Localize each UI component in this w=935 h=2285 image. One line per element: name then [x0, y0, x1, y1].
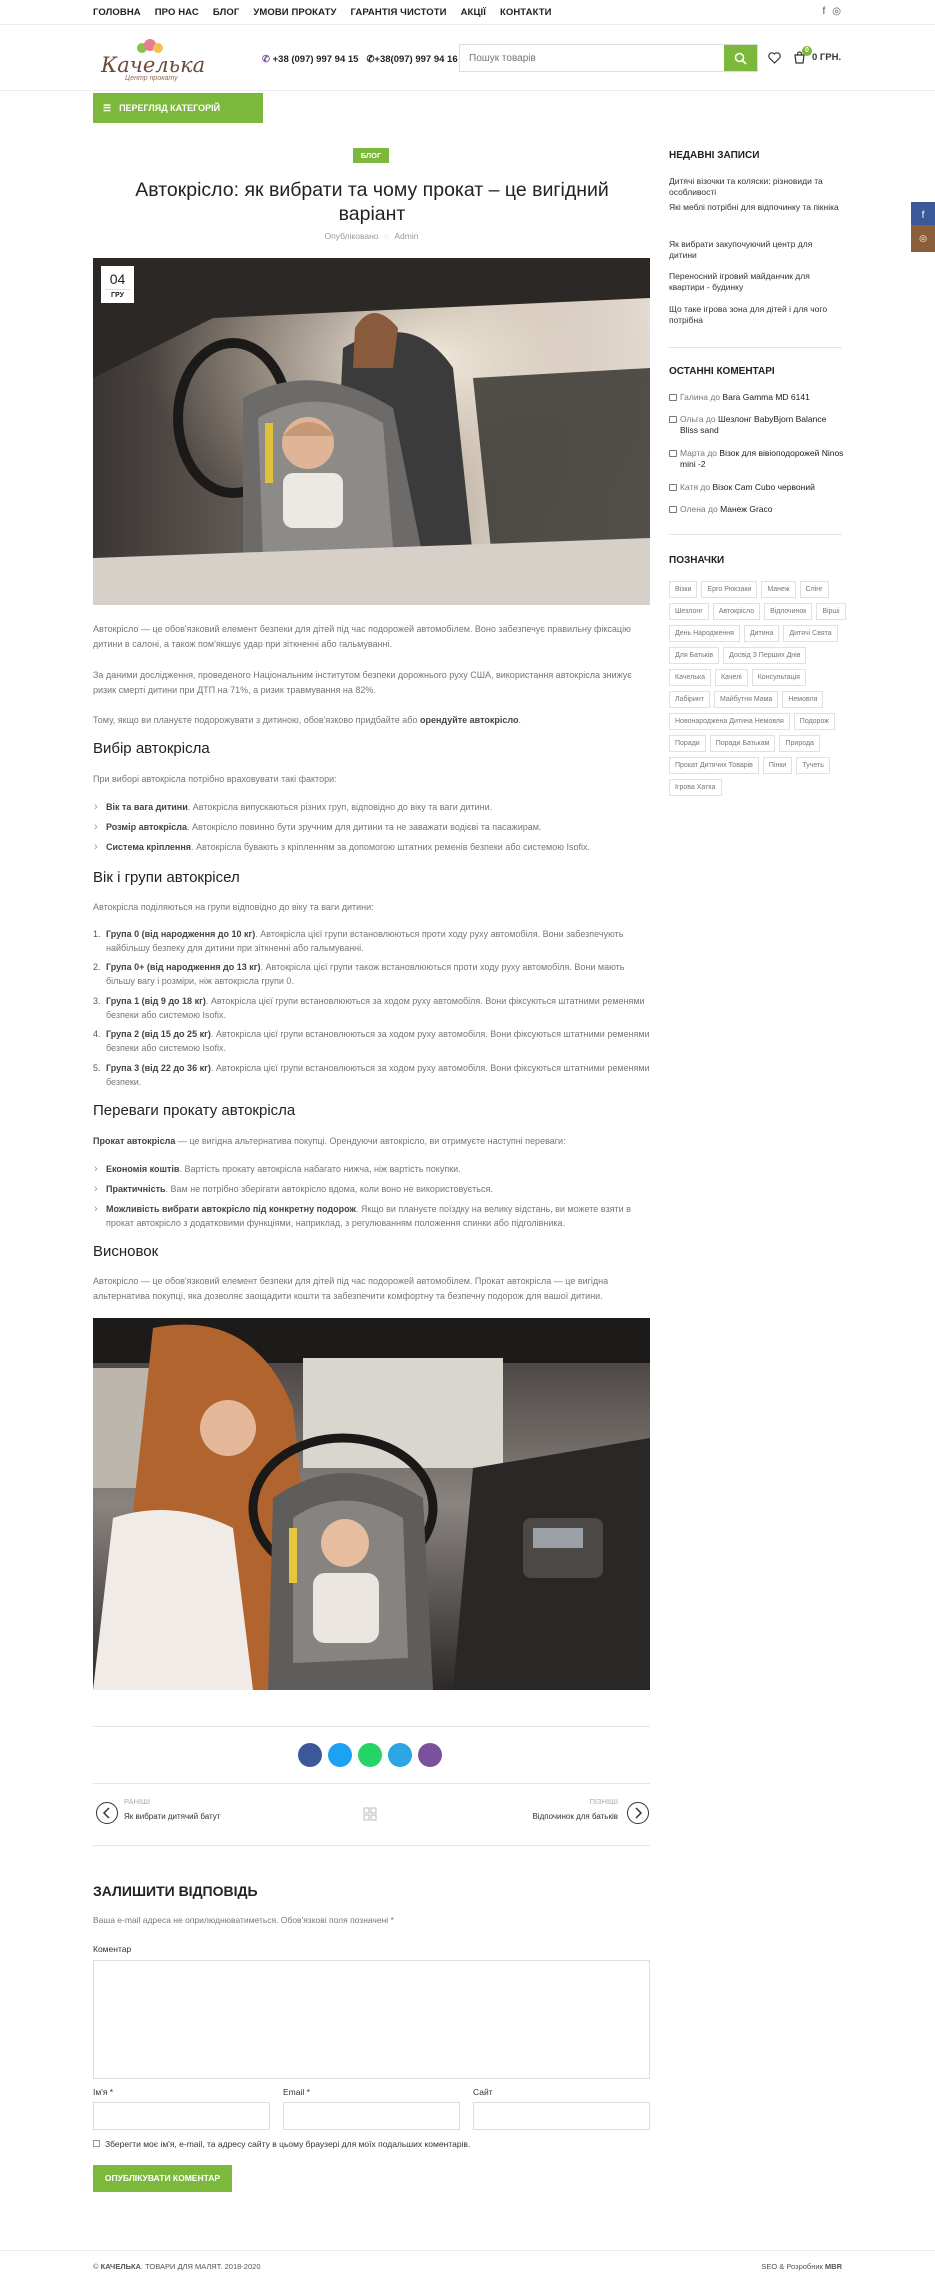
tag-link[interactable]: Новонароджена Дитина Немовля	[669, 713, 790, 730]
instagram-icon[interactable]: ◎	[832, 6, 841, 17]
tag-link[interactable]: День Народження	[669, 625, 740, 642]
tag-link[interactable]: Поради Батькам	[710, 735, 776, 752]
tag-link[interactable]: Тучеть	[796, 757, 830, 774]
comment-item: Олена до Манеж Graco	[669, 504, 844, 515]
heading-conclusion: Висновок	[93, 1243, 159, 1260]
list-item: › Розмір автокрісла. Автокрісло повинно бути зручним для дитини та не заважати водієві та пасажирам.	[106, 820, 650, 834]
browse-categories-button[interactable]: ☰ ПЕРЕГЛЯД КАТЕГОРІЙ	[93, 93, 263, 123]
tag-link[interactable]: Консультація	[752, 669, 806, 686]
mother-baby-car-photo	[93, 1318, 650, 1690]
tag-link[interactable]: Немовля	[782, 691, 823, 708]
next-arrow-icon[interactable]	[627, 1802, 649, 1824]
list-item: › Вік та вага дитини. Автокрісла випускаються різних груп, відповідно до віку та ваги дитини.	[106, 800, 650, 814]
tag-link[interactable]: Прокат Дитячих Товарів	[669, 757, 759, 774]
recent-post-link[interactable]: Які меблі потрібні для відпочинку та пікніка	[669, 202, 839, 212]
tag-cloud	[669, 581, 849, 796]
facebook-icon[interactable]: f	[822, 6, 826, 17]
cart-button[interactable]	[793, 47, 842, 64]
car-seat-photo	[93, 258, 650, 605]
cart-count: 0	[802, 46, 812, 56]
name-label: Ім'я *	[93, 2087, 114, 2097]
rent-car-seat-link[interactable]: орендуйте автокрісло	[419, 715, 519, 725]
next-post-link[interactable]: ПІЗНІШІ Відпочинок для батьків	[532, 1797, 618, 1821]
tag-link[interactable]: Пінки	[763, 757, 792, 774]
cta-paragraph: Тому, якщо ви плануєте подорожувати з дитиною, обов'язково придбайте або орендуйте автокрісло.	[93, 715, 521, 725]
comment-item: Марта до Візок для вівіоподорожей Ninos mini -2	[669, 448, 844, 470]
recent-comments-heading: ОСТАННІ КОМЕНТАРІ	[669, 366, 775, 377]
category-tag[interactable]: БЛОГ	[353, 148, 389, 163]
tag-link[interactable]: Для Батьків	[669, 647, 719, 664]
featured-image	[93, 258, 650, 605]
list-item: 1. Група 0 (від народження до 10 кг). Автокрісла цієї групи встановлюються проти ходу руху автомобіля. Вони забезпечують найбільшу безпеку для дитини при зіткненні або гальмуванні.	[93, 929, 624, 953]
nav-home[interactable]: ГОЛОВНА	[93, 7, 141, 18]
recent-post-link[interactable]: Як вибрати закупочуючий центр для дитини	[669, 239, 813, 260]
phones	[262, 54, 458, 65]
share-facebook-icon[interactable]	[298, 1743, 322, 1767]
recent-post-link[interactable]: Переносний ігровий майданчик для квартири - будинку	[669, 271, 810, 292]
comment-post-link[interactable]: Візок Cam Cubo червоний	[712, 482, 815, 492]
tag-link[interactable]: Шезлонг	[669, 603, 709, 620]
groups-intro: Автокрісла поділяються на групи відповідно до віку та ваги дитини:	[93, 902, 374, 912]
tag-link[interactable]: Майбутня Мама	[714, 691, 778, 708]
nav-about[interactable]: ПРО НАС	[154, 7, 199, 18]
comment-post-link[interactable]: Bara Gamma MD 6141	[722, 392, 810, 402]
logo[interactable]	[95, 35, 205, 83]
recent-post-link[interactable]: Дитячі візочки та коляски: різновиди та особливості	[669, 176, 823, 197]
top-bar	[0, 0, 935, 25]
comment-post-link[interactable]: Шезлонг BabyBjorn Balance Bliss sand	[680, 414, 827, 435]
tag-link[interactable]: Дитина	[744, 625, 780, 642]
tag-link[interactable]: Візки	[669, 581, 697, 598]
comment-item: Катя до Візок Cam Cubo червоний	[669, 482, 844, 493]
tag-link[interactable]: Качелька	[669, 669, 711, 686]
list-item: 2. Група 0+ (від народження до 13 кг). Автокрісла цієї групи також встановлюються проти ходу руху автомобіля. Вони мають більшу вагу і розміри, ніж автокрісла групи 0.	[93, 962, 625, 986]
nav-contacts[interactable]: КОНТАКТИ	[499, 7, 552, 18]
tag-link[interactable]: Подорож	[794, 713, 835, 730]
list-item: › Практичність. Вам не потрібно зберігати автокрісло вдома, коли воно не використовується.	[106, 1182, 650, 1196]
logo-name: Качелька	[101, 53, 206, 77]
menu-icon: ☰	[103, 102, 112, 113]
article-title: Автокрісло: як вибрати та чому прокат – це вигідний варіант	[135, 179, 609, 225]
phone-viber[interactable]: ✆ +38 (097) 997 94 15	[262, 54, 359, 65]
recent-posts-heading: НЕДАВНІ ЗАПИСИ	[669, 150, 760, 161]
tag-link[interactable]: Манеж	[761, 581, 795, 598]
post-date-badge: 04 ГРУ	[101, 266, 134, 303]
tag-link[interactable]: Лабіринт	[669, 691, 710, 708]
search-input[interactable]	[460, 45, 724, 71]
footer	[0, 2250, 935, 2285]
tag-link[interactable]: Дитячі Свята	[783, 625, 837, 642]
intro-paragraph: Автокрісло — це обов'язковий елемент безпеки для дітей під час подорожей автомобілем. Воно забезпечує правильну фіксацію дитини в салоні, а також пом'якшує удар при зіткненні або гальмуванні.	[93, 624, 631, 649]
comment-item: Ольга до Шезлонг BabyBjorn Balance Bliss sand	[669, 414, 844, 436]
tag-link[interactable]: Поради	[669, 735, 706, 752]
logo-tagline: Центр прокату	[125, 75, 178, 82]
list-item: › Економія коштів. Вартість прокату автокрісла набагато нижча, ніж вартість покупки.	[106, 1162, 650, 1176]
search-button[interactable]	[724, 45, 757, 71]
comment-label: Коментар	[93, 1944, 132, 1954]
phone-icon: ✆	[366, 54, 375, 65]
floating-facebook-icon[interactable]: f	[911, 202, 935, 229]
tags-heading: ПОЗНАЧКИ	[669, 555, 725, 566]
article-image-2	[93, 1318, 650, 1690]
choice-intro: При виборі автокрісла потрібно враховувати такі фактори:	[93, 774, 337, 784]
floating-instagram-icon[interactable]: ◎	[911, 225, 935, 252]
share-whatsapp-icon[interactable]	[358, 1743, 382, 1767]
cart-total: 0 ГРН.	[812, 52, 842, 63]
site-label: Сайт	[473, 2087, 493, 2097]
heading-groups: Вік і групи автокрісел	[93, 869, 240, 886]
tag-link[interactable]: Автокрісло	[713, 603, 760, 620]
nav-blog[interactable]: БЛОГ	[212, 7, 240, 18]
heading-benefits: Переваги прокату автокрісла	[93, 1102, 296, 1119]
developer-credit[interactable]: SEO & Розробник MBR	[761, 2262, 842, 2271]
top-navigation	[93, 7, 566, 18]
author-icon: ◌	[383, 231, 389, 241]
tag-link[interactable]: Качелі	[715, 669, 748, 686]
tag-link[interactable]: Природа	[779, 735, 819, 752]
reply-note: Ваша e-mail адреса не оприлюднюватиметься. Обов'язкові поля позначені *	[93, 1915, 394, 1925]
benefits-intro: Прокат автокрісла — це вигідна альтернатива покупці. Орендуючи автокрісло, ви отримуєте наступні переваги:	[93, 1136, 566, 1146]
site-input[interactable]	[473, 2102, 650, 2130]
comment-post-link[interactable]: Манеж Graco	[720, 504, 773, 514]
search-bar	[459, 44, 758, 72]
comment-item: Галина до Bara Gamma MD 6141	[669, 392, 844, 403]
list-item: 4. Група 2 (від 15 до 25 кг). Автокрісла цієї групи встановлюються за ходом руху автомобіля. Вони фіксуються штатними ременями безпеки або системою Isofix.	[93, 1029, 650, 1053]
recent-post-link[interactable]: Що таке ігрова зона для дітей і для чого потрібна	[669, 304, 828, 325]
heading-choice: Вибір автокрісла	[93, 740, 210, 757]
post-meta: Опубліковано ◌ Admin	[324, 231, 419, 241]
list-item: › Система кріплення. Автокрісла бувають з кріпленням за допомогою штатних ременів безпеки або системою Isofix.	[106, 840, 650, 854]
list-item: 5. Група 3 (від 22 до 36 кг). Автокрісла цієї групи встановлюються за ходом руху автомобіля. Вони фіксуються штатними ременями безпеки.	[93, 1063, 650, 1087]
tag-link[interactable]: Вірші	[816, 603, 845, 620]
comment-post-link[interactable]: Візок для вівіоподорожей Ninos mini -2	[680, 448, 844, 469]
list-item: › Можливість вибрати автокрісло під конкретну подорож. Якщо ви плануєте поїздку на велику відстань, ви можете взяти в прокат автокрісло з додатковими функціями, наприклад, з регулюванням положення спинки або підголівника.	[106, 1202, 650, 1230]
list-item: 3. Група 1 (від 9 до 18 кг). Автокрісла цієї групи встановлюються за ходом руху автомобіля. Вони фіксуються штатними ременями безпеки або системою Isofix.	[93, 996, 645, 1020]
tag-link[interactable]: Досвід З Перших Днів	[723, 647, 806, 664]
submit-comment-button[interactable]: ОПУБЛІКУВАТИ КОМЕНТАР	[93, 2165, 232, 2192]
viber-icon: ✆	[262, 54, 270, 65]
email-label: Email *	[283, 2087, 310, 2097]
share-twitter-icon[interactable]	[328, 1743, 352, 1767]
nav-cleanliness[interactable]: ГАРАНТІЯ ЧИСТОТИ	[350, 7, 447, 18]
remember-label: Зберегти моє ім'я, e-mail, та адресу сайту в цьому браузері для моїх подальших коментарів.	[105, 2139, 471, 2149]
comment-textarea[interactable]	[93, 1960, 650, 2079]
share-telegram-icon[interactable]	[388, 1743, 412, 1767]
wishlist-heart-icon[interactable]	[768, 52, 781, 64]
tag-link[interactable]: Слінг	[800, 581, 829, 598]
grid-icon[interactable]	[363, 1807, 377, 1821]
nav-rental-terms[interactable]: УМОВИ ПРОКАТУ	[253, 7, 337, 18]
tag-link[interactable]: Ерго Рюкзаки	[701, 581, 757, 598]
search-icon	[734, 52, 747, 65]
prev-post-link[interactable]: РАНІШІ Як вибрати дитячий батут	[124, 1797, 221, 1821]
name-input[interactable]	[93, 2102, 270, 2130]
share-buttons	[298, 1743, 442, 1767]
reply-heading: ЗАЛИШИТИ ВІДПОВІДЬ	[93, 1883, 258, 1899]
tag-link[interactable]: Відпочинок	[764, 603, 812, 620]
phone-mobile[interactable]: ✆+38(097) 997 94 16	[366, 54, 458, 65]
remember-checkbox[interactable]	[93, 2140, 100, 2147]
share-viber-icon[interactable]	[418, 1743, 442, 1767]
conclusion-paragraph: Автокрісло — це обов'язковий елемент безпеки для дітей під час подорожей автомобілем. Прокат автокрісла — це вигідна альтернатива покупці, яка дозволяє заощадити кошти та забезпечити комфортну та безпечну подорож для вашої дитини.	[93, 1276, 609, 1301]
nav-promotions[interactable]: АКЦІЇ	[460, 7, 486, 18]
prev-arrow-icon[interactable]	[96, 1802, 118, 1824]
email-input[interactable]	[283, 2102, 460, 2130]
copyright: © КАЧЕЛЬКА. ТОВАРИ ДЛЯ МАЛЯТ. 2018-2020	[93, 2262, 261, 2271]
tag-link[interactable]: Ігрова Хатка	[669, 779, 722, 796]
site-header	[0, 25, 935, 91]
author-link[interactable]: Admin	[394, 231, 419, 241]
stats-paragraph: За даними дослідження, проведеного Національним інститутом безпеки дорожнього руху США, використання автокрісла знижує ризик смерті дитини при ДТП на 71%, а ризик травмування на 82%.	[93, 670, 632, 695]
